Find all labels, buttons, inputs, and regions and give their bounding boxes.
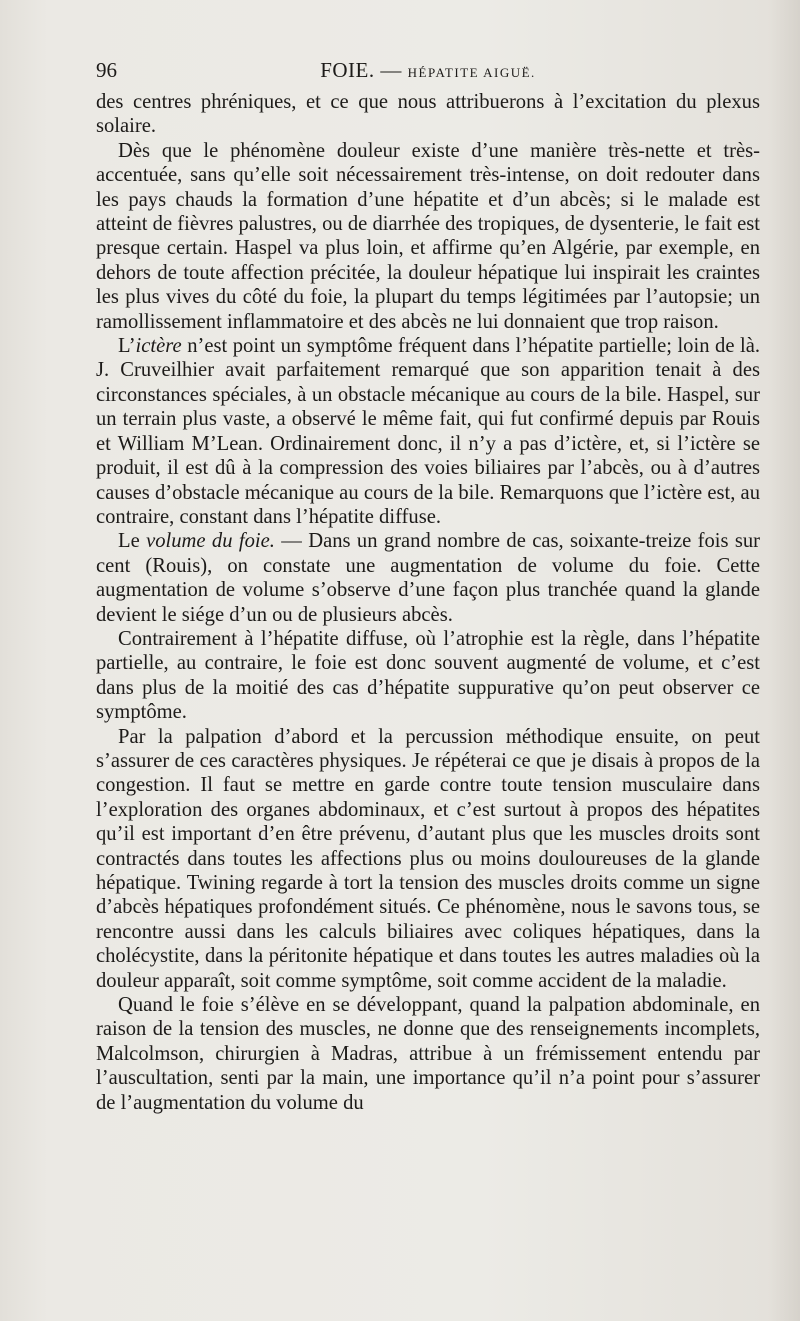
- page-number: 96: [96, 58, 117, 82]
- running-head-separator: —: [374, 58, 408, 82]
- paragraph: Contrairement à l’hépatite diffuse, où l’atrophie est la règle, dans l’hépatite partielle, au contraire, le foie est donc souvent augmenté de volume, et c’est dans plus de la moitié des cas d’hépatite suppurative qu’on peut observer ce symptôme.: [96, 627, 760, 724]
- paragraph: Par la palpation d’abord et la percussion méthodique ensuite, on peut s’assurer de ces caractères physiques. Je répéterai ce que je disais à propos de la congestion. Il faut se mettre en garde contre toute tension musculaire dans l’exploration des organes abdominaux, et c’est surtout à propos des hépatites qu’il est important d’en être prévenu, d’autant plus que les muscles droits sont contractés dans toutes les affections plus ou moins douloureuses de la glande hépatique. Twining regarde à tort la tension des muscles droits comme un signe d’abcès hépatiques profondément situés. Ce phénomène, nous le savons tous, se rencontre aussi dans les calculs biliaires avec coliques hépatiques, dans la cholécystite, dans la péritonite hépatique et dans toutes les autres maladies où la douleur apparaît, soit comme symptôme, soit comme accident de la maladie.: [96, 725, 760, 992]
- running-head-subtitle: HÉPATITE AIGUË.: [407, 65, 536, 80]
- paragraph-body: — Dans un grand nombre de cas, soixante-treize fois sur cent (Rouis), on constate une augmentation de volume du foie. Cette augmentation de volume s’observe d’une façon plus tranchée quand la glande devient le siége d’un ou de plusieurs abcès.: [96, 530, 761, 626]
- paragraph-lead-italic: ictère: [135, 335, 182, 358]
- paragraph-lead: L’: [118, 335, 136, 358]
- paragraph-lead-italic: volume du foie.: [146, 530, 275, 553]
- paragraph: Quand le foie s’élève en se développant, quand la palpation abdominale, en raison de la tension des muscles, ne donne que des renseignements incomplets, Malcolmson, chirurgien à Madras, attribue à un frémissement entendu par l’auscultation, senti par la main, une importance qu’il n’a point pour s’assurer de l’augmentation du volume du: [96, 994, 760, 1114]
- paragraph-body: n’est point un symptôme fréquent dans l’hépatite partielle; loin de là. J. Cruveilhier avait parfaitement remarqué que son apparition tenait à des circonstances spéciales, à un obstacle mécanique au cours de la bile. Haspel, sur un terrain plus vaste, a observé le même fait, qui fut confirmé depuis par Rouis et William M’Lean. Ordinairement donc, il n’y a pas d’ictère, et, si l’ictère se produit, il est dû à la compression des voies biliaires par l’abcès, ou à d’autres causes d’obstacle mécanique au cours de la bile. Remarquons que l’ictère est, au contraire, constant dans l’hépatite diffuse.: [96, 335, 760, 528]
- paragraph-lead: Le: [118, 530, 147, 553]
- page-header: [96, 58, 760, 86]
- paragraph: [96, 334, 760, 529]
- running-head: [96, 58, 760, 83]
- paragraph: Dès que le phénomène douleur existe d’une manière très-nette et très-accentuée, sans qu’elle soit nécessairement très-intense, on doit redouter dans les pays chauds la formation d’une hépatite et d’un abcès; si le malade est atteint de fièvres palustres, ou de diarrhée des tropiques, de dysenterie, le fait est presque certain. Haspel va plus loin, et affirme qu’en Algérie, par exemple, en dehors de toute affection précitée, la douleur hépatique lui inspirait les craintes les plus vives du côté du foie, la plupart du temps légitimées par l’autopsie; un ramollissement inflammatoire et des abcès ne lui donnaient que trop raison.: [96, 139, 760, 333]
- paragraph: [96, 529, 760, 627]
- paragraph: des centres phréniques, et ce que nous attribuerons à l’excitation du plexus solaire.: [96, 91, 760, 138]
- body-text: [96, 90, 760, 1115]
- running-head-main: FOIE.: [320, 58, 375, 82]
